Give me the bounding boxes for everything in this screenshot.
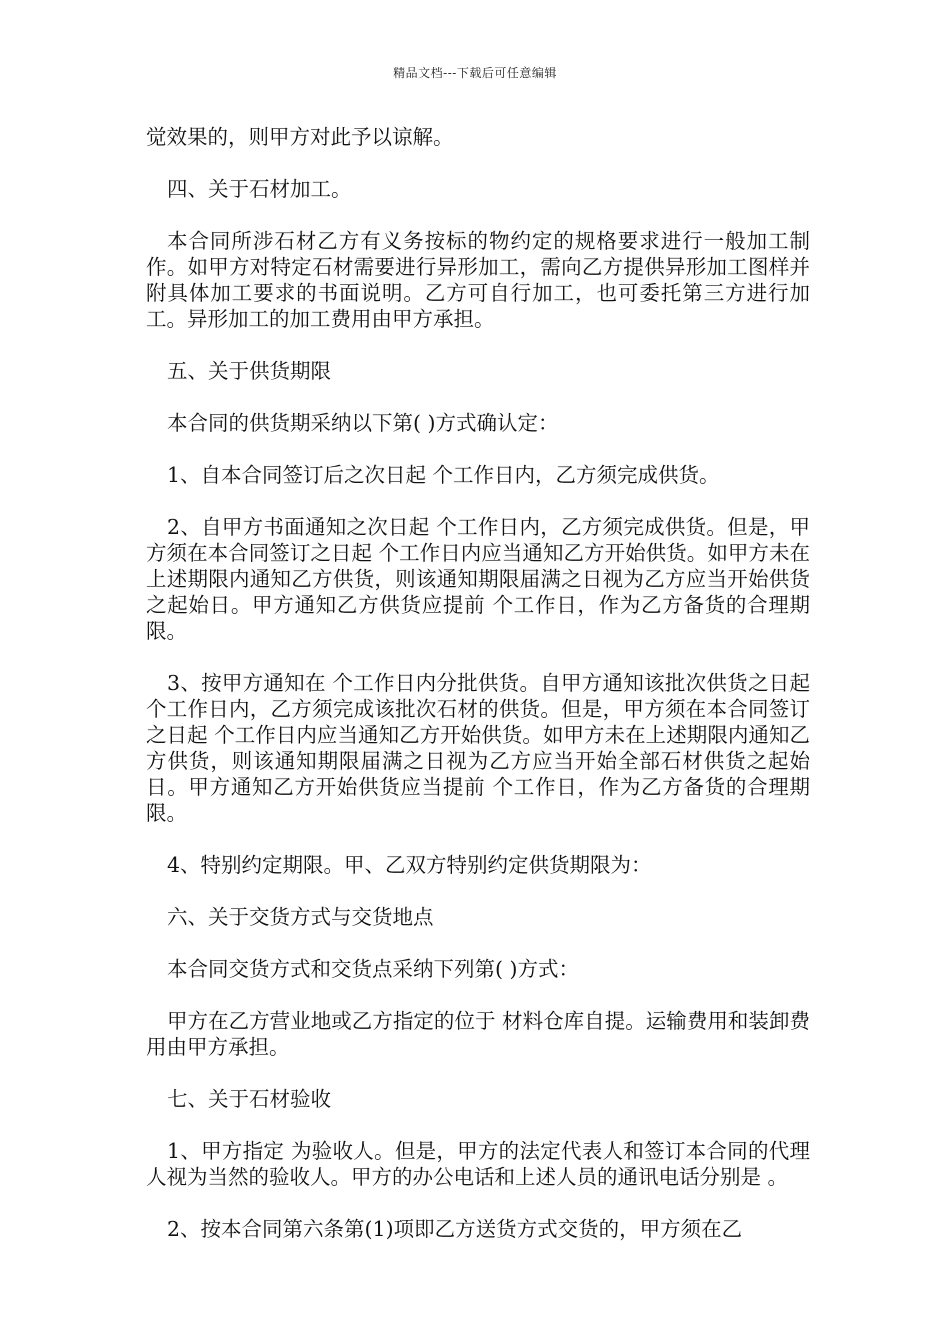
- paragraph-supply-option-3: 3、按甲方通知在 个工作日内分批供货。自甲方通知该批次供货之日起 个工作日内，乙方须完成该批次石材的供货。但是，甲方须在本合同签订之日起 个工作日内应当通知乙方开始供货。如甲方未在上述期限内通知乙方供货，则该通知期限届满之日视为乙方应当开始全部石材供货之起始日。甲方通知乙方开始供货应当提前 个工作日，作为乙方备货的合理期限。: [146, 671, 817, 825]
- paragraph-delivery-pickup: 甲方在乙方营业地或乙方指定的位于 材料仓库自提。运输费用和装卸费用由甲方承担。: [146, 1009, 810, 1059]
- paragraph-supply-option-1: 1、自本合同签订后之次日起 个工作日内，乙方须完成供货。: [167, 463, 720, 487]
- paragraph-inspection-1: 1、甲方指定 为验收人。但是，甲方的法定代表人和签订本合同的代理人视为当然的验收人。甲方的办公电话和上述人员的通讯电话分别是 。: [146, 1139, 810, 1189]
- section-heading-6: 六、关于交货方式与交货地点: [167, 905, 434, 929]
- section-heading-4: 四、关于石材加工。: [167, 177, 352, 201]
- paragraph-supply-option-4: 4、特别约定期限。甲、乙双方特别约定供货期限为：: [167, 853, 652, 877]
- paragraph-processing: 本合同所涉石材乙方有义务按标的物约定的规格要求进行一般加工制作。如甲方对特定石材需要进行异形加工，需向乙方提供异形加工图样并附具体加工要求的书面说明。乙方可自行加工，也可委托第三方进行加工。异形加工的加工费用由甲方承担。: [146, 229, 810, 331]
- section-heading-7: 七、关于石材验收: [167, 1087, 331, 1111]
- paragraph-inspection-2: 2、按本合同第六条第(1)项即乙方送货方式交货的，甲方须在乙: [167, 1217, 743, 1241]
- paragraph-supply-method: 本合同的供货期采纳以下第( )方式确认定：: [167, 411, 559, 435]
- section-heading-5: 五、关于供货期限: [167, 359, 331, 383]
- paragraph-delivery-method: 本合同交货方式和交货点采纳下列第( )方式：: [167, 957, 580, 981]
- document-body: [146, 124, 817, 1268]
- paragraph-supply-option-2: 2、自甲方书面通知之次日起 个工作日内，乙方须完成供货。但是，甲方须在本合同签订之日起 个工作日内应当通知乙方开始供货。如甲方未在上述期限内通知乙方供货，则该通知期限届满之日视为乙方应当开始供货之起始日。甲方通知乙方供货应提前 个工作日，作为乙方备货的合理期限。: [146, 515, 810, 643]
- page-header: 精品文档---下载后可任意编辑: [393, 66, 557, 80]
- paragraph-1: 觉效果的，则甲方对此予以谅解。: [146, 125, 454, 149]
